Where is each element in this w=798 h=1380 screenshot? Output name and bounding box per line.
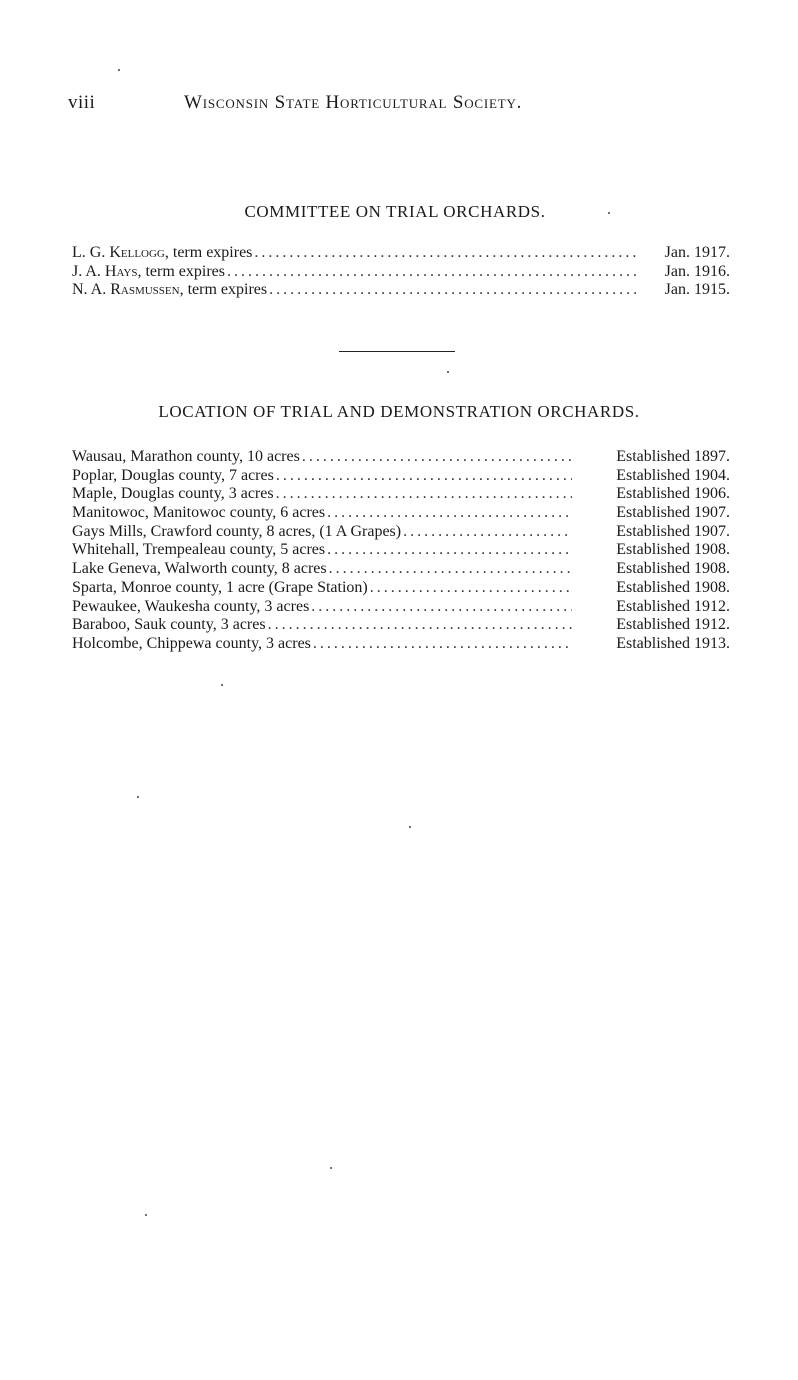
established-year: Established 1904. bbox=[616, 466, 730, 484]
orchard-location: Whitehall, Trempealeau county, 5 acres bbox=[72, 541, 326, 559]
dot-leader bbox=[327, 504, 572, 523]
established-year: Established 1907. bbox=[616, 504, 730, 522]
scan-speck bbox=[409, 826, 411, 828]
dot-leader bbox=[329, 560, 572, 579]
page-number: viii bbox=[68, 92, 96, 113]
established-year: Established 1907. bbox=[616, 522, 730, 540]
member-term-label: , term expires bbox=[137, 262, 225, 280]
dot-leader bbox=[311, 598, 572, 617]
established-year: Established 1897. bbox=[616, 448, 730, 465]
established-year: Established 1908. bbox=[616, 541, 730, 559]
orchard-location: Manitowoc, Manitowoc county, 6 acres bbox=[72, 504, 326, 522]
orchard-row bbox=[72, 579, 730, 598]
orchards-heading: LOCATION OF TRIAL AND DEMONSTRATION ORCHARDS. bbox=[158, 402, 640, 421]
member-term-label: , term expires bbox=[179, 281, 268, 299]
orchard-row bbox=[72, 485, 730, 504]
orchard-location: Sparta, Monroe county, 1 acre (Grape Station) bbox=[72, 578, 368, 596]
dot-leader bbox=[370, 579, 572, 598]
dot-leader bbox=[403, 523, 572, 542]
scan-speck bbox=[137, 796, 139, 798]
dot-leader bbox=[302, 448, 572, 467]
orchard-row bbox=[72, 598, 730, 617]
dot-leader bbox=[276, 467, 572, 486]
orchard-row bbox=[72, 448, 730, 467]
scan-speck bbox=[221, 684, 223, 686]
scan-speck bbox=[118, 69, 120, 71]
scan-speck bbox=[608, 212, 610, 214]
dot-leader bbox=[227, 263, 638, 282]
scan-speck bbox=[330, 1167, 332, 1169]
established-year: Established 1912. bbox=[616, 616, 730, 634]
orchard-row bbox=[72, 523, 730, 542]
orchard-location: Baraboo, Sauk county, 3 acres bbox=[72, 616, 266, 634]
orchard-location: Pewaukee, Waukesha county, 3 acres bbox=[72, 597, 310, 615]
term-expiry: Jan. 1917. bbox=[664, 244, 730, 261]
committee-member-row bbox=[72, 244, 730, 263]
established-year: Established 1908. bbox=[616, 560, 730, 578]
orchard-location: Poplar, Douglas county, 7 acres bbox=[72, 466, 274, 484]
term-expiry: Jan. 1915. bbox=[664, 281, 730, 299]
member-name: J. A. Hays bbox=[72, 262, 138, 280]
committee-member-row bbox=[72, 263, 730, 282]
member-name: L. G. Kellogg bbox=[72, 244, 165, 261]
dot-leader bbox=[327, 541, 572, 560]
member-term-label: , term expires bbox=[164, 244, 253, 261]
running-head bbox=[68, 92, 628, 120]
committee-list bbox=[72, 244, 730, 300]
member-name: N. A. Rasmussen bbox=[72, 281, 180, 299]
committee-member-row bbox=[72, 281, 730, 300]
section-divider bbox=[339, 351, 455, 352]
running-title: Wisconsin State Horticultural Society. bbox=[184, 92, 523, 113]
orchard-location: Gays Mills, Crawford county, 8 acres, (1 A Grapes) bbox=[72, 522, 402, 540]
orchard-row bbox=[72, 467, 730, 486]
orchard-location: Maple, Douglas county, 3 acres bbox=[72, 485, 274, 503]
orchard-row bbox=[72, 616, 730, 635]
orchard-row bbox=[72, 541, 730, 560]
orchard-row bbox=[72, 560, 730, 579]
established-year: Established 1912. bbox=[616, 597, 730, 615]
scan-speck bbox=[145, 1214, 147, 1216]
orchard-row bbox=[72, 504, 730, 523]
term-expiry: Jan. 1916. bbox=[664, 262, 730, 280]
orchard-location-list bbox=[72, 448, 730, 654]
dot-leader bbox=[268, 616, 572, 635]
established-year: Established 1908. bbox=[616, 578, 730, 596]
dot-leader bbox=[276, 485, 572, 504]
orchard-location: Holcombe, Chippewa county, 3 acres bbox=[72, 634, 311, 652]
orchard-row bbox=[72, 635, 730, 654]
committee-heading: COMMITTEE ON TRIAL ORCHARDS. bbox=[244, 202, 546, 221]
orchard-location: Lake Geneva, Walworth county, 8 acres bbox=[72, 560, 327, 578]
dot-leader bbox=[269, 281, 638, 300]
scan-speck bbox=[447, 371, 449, 373]
dot-leader bbox=[313, 635, 572, 654]
orchard-location: Wausau, Marathon county, 10 acres bbox=[72, 448, 300, 465]
dot-leader bbox=[254, 244, 638, 263]
established-year: Established 1913. bbox=[616, 634, 730, 652]
established-year: Established 1906. bbox=[616, 485, 730, 503]
